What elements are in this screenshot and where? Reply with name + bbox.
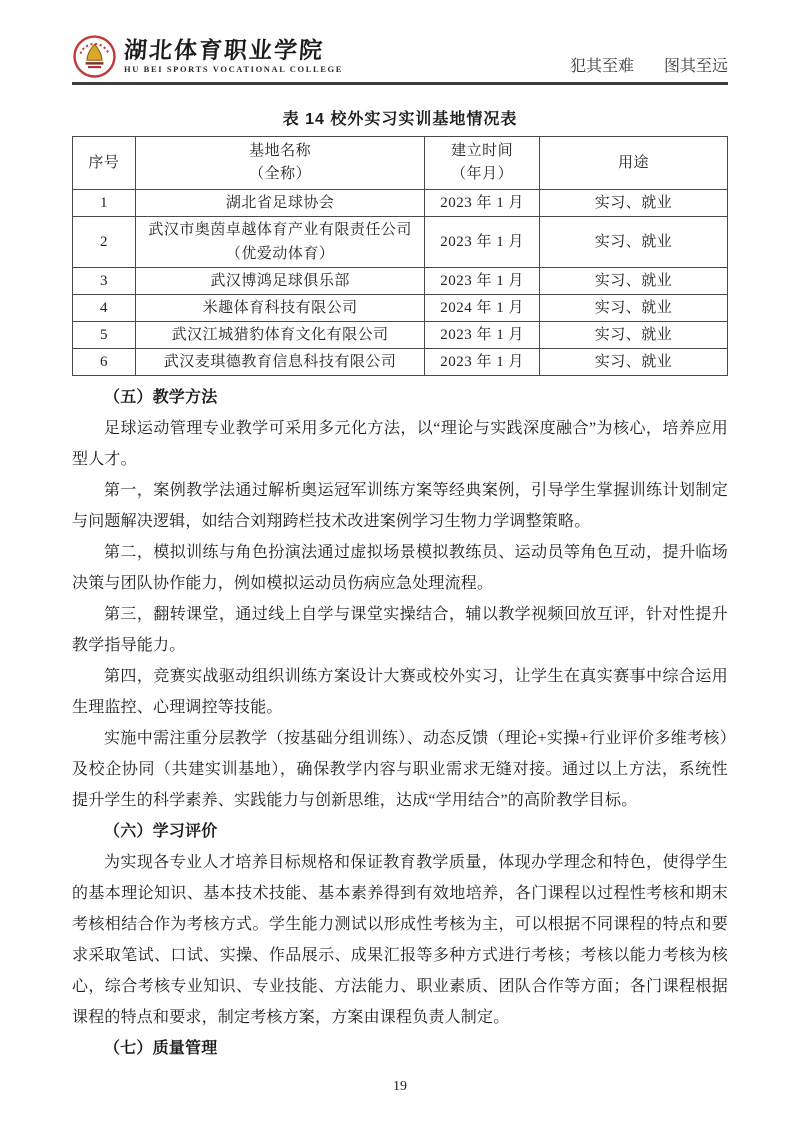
college-name: 湖北体育职业学院 <box>123 38 325 63</box>
page-number: 19 <box>393 1079 407 1094</box>
cell-seq: 3 <box>73 268 136 295</box>
cell-seq: 5 <box>73 322 136 349</box>
table-title: 表 14 校外实习实训基地情况表 <box>282 111 518 128</box>
paragraph-method-3: 第三，翻转课堂，通过线上自学与课堂实操结合，辅以教学视频回放互评，针对性提升教学指导能力。 <box>72 606 728 654</box>
paragraph-implementation: 实施中需注重分层教学（按基础分组训练）、动态反馈（理论+实操+行业评价多维考核）及校企协同（共建实训基地），确保教学内容与职业需求无缝对接。通过以上方法，系统性提升学生的科学素养、实践能力与创新思维，达成“学用结合”的高阶教学目标。 <box>72 730 728 809</box>
cell-base-name: 武汉博鸿足球俱乐部 <box>135 268 425 295</box>
paragraph-method-2: 第二，模拟训练与角色扮演法通过虚拟场景模拟教练员、运动员等角色互动，提升临场决策与团队协作能力，例如模拟运动员伤病应急处理流程。 <box>72 544 728 592</box>
college-motto <box>570 53 728 79</box>
table-header-row <box>73 137 728 190</box>
cell-base-name: 湖北省足球协会 <box>135 190 425 217</box>
cell-date: 2024 年 1 月 <box>425 295 540 322</box>
page-header <box>72 33 728 85</box>
col-header-use: 用途 <box>540 137 728 190</box>
cell-use: 实习、就业 <box>540 217 728 268</box>
paragraph-evaluation: 为实现各专业人才培养目标规格和保证教育教学质量，体现办学理念和特色，使得学生的基本理论知识、基本技术技能、基本素养得到有效地培养，各门课程以过程性考核和期末考核相结合作为考核方式。学生能力测试以形成性考核为主，可以根据不同课程的特点和要求采取笔试、口试、实操、作品展示、成果汇报等多种方式进行考核；考核以能力考核为核心，综合考核专业知识、专业技能、方法能力、职业素质、团队合作等方面；各门课程根据课程的特点和要求，制定考核方案，方案由课程负责人制定。 <box>72 854 728 1026</box>
cell-date: 2023 年 1 月 <box>425 349 540 376</box>
cell-use: 实习、就业 <box>540 268 728 295</box>
document-body <box>72 382 728 1064</box>
cell-seq: 6 <box>73 349 136 376</box>
cell-date: 2023 年 1 月 <box>425 268 540 295</box>
cell-date: 2023 年 1 月 <box>425 190 540 217</box>
section-heading-learning-evaluation: （六）学习评价 <box>104 823 218 840</box>
cell-base-name: 武汉市奥茵卓越体育产业有限责任公司 （优爱动体育） <box>135 217 425 268</box>
section-heading-quality-management: （七）质量管理 <box>104 1040 218 1057</box>
cell-use: 实习、就业 <box>540 190 728 217</box>
paragraph-method-1: 第一，案例教学法通过解析奥运冠军训练方案等经典案例，引导学生掌握训练计划制定与问题解决逻辑，如结合刘翔跨栏技术改进案例学习生物力学调整策略。 <box>72 482 728 530</box>
cell-seq: 4 <box>73 295 136 322</box>
paragraph-method-4: 第四，竞赛实战驱动组织训练方案设计大赛或校外实习，让学生在真实赛事中综合运用生理监控、心理调控等技能。 <box>72 668 728 716</box>
cell-base-name: 米趣体育科技有限公司 <box>135 295 425 322</box>
section-heading-teaching-methods: （五）教学方法 <box>104 389 218 406</box>
cell-date: 2023 年 1 月 <box>425 322 540 349</box>
cell-seq: 1 <box>73 190 136 217</box>
college-name-en: HU BEI SPORTS VOCATIONAL COLLEGE <box>124 64 344 74</box>
cell-use: 实习、就业 <box>540 322 728 349</box>
motto-right: 图其至远 <box>663 58 728 75</box>
col-header-date: 建立时间 （年月） <box>425 137 540 190</box>
cell-use: 实习、就业 <box>540 295 728 322</box>
cell-base-name: 武汉麦琪德教育信息科技有限公司 <box>135 349 425 376</box>
college-emblem-icon <box>72 34 117 79</box>
paragraph-teaching-intro: 足球运动管理专业教学可采用多元化方法，以“理论与实践深度融合”为核心，培养应用型人才。 <box>72 420 728 468</box>
college-name-block <box>124 38 343 75</box>
table-row <box>73 322 728 349</box>
cell-base-name: 武汉江城猎豹体育文化有限公司 <box>135 322 425 349</box>
table-row <box>73 295 728 322</box>
cell-date: 2023 年 1 月 <box>425 217 540 268</box>
col-header-seq: 序号 <box>73 137 136 190</box>
motto-left: 犯其至难 <box>569 58 634 75</box>
practice-bases-table <box>72 136 728 376</box>
college-brand <box>72 34 343 79</box>
cell-seq: 2 <box>73 217 136 268</box>
cell-use: 实习、就业 <box>540 349 728 376</box>
table-row <box>73 190 728 217</box>
table-row <box>73 217 728 268</box>
table-row <box>73 268 728 295</box>
col-header-name: 基地名称 （全称） <box>135 137 425 190</box>
table-row <box>73 349 728 376</box>
